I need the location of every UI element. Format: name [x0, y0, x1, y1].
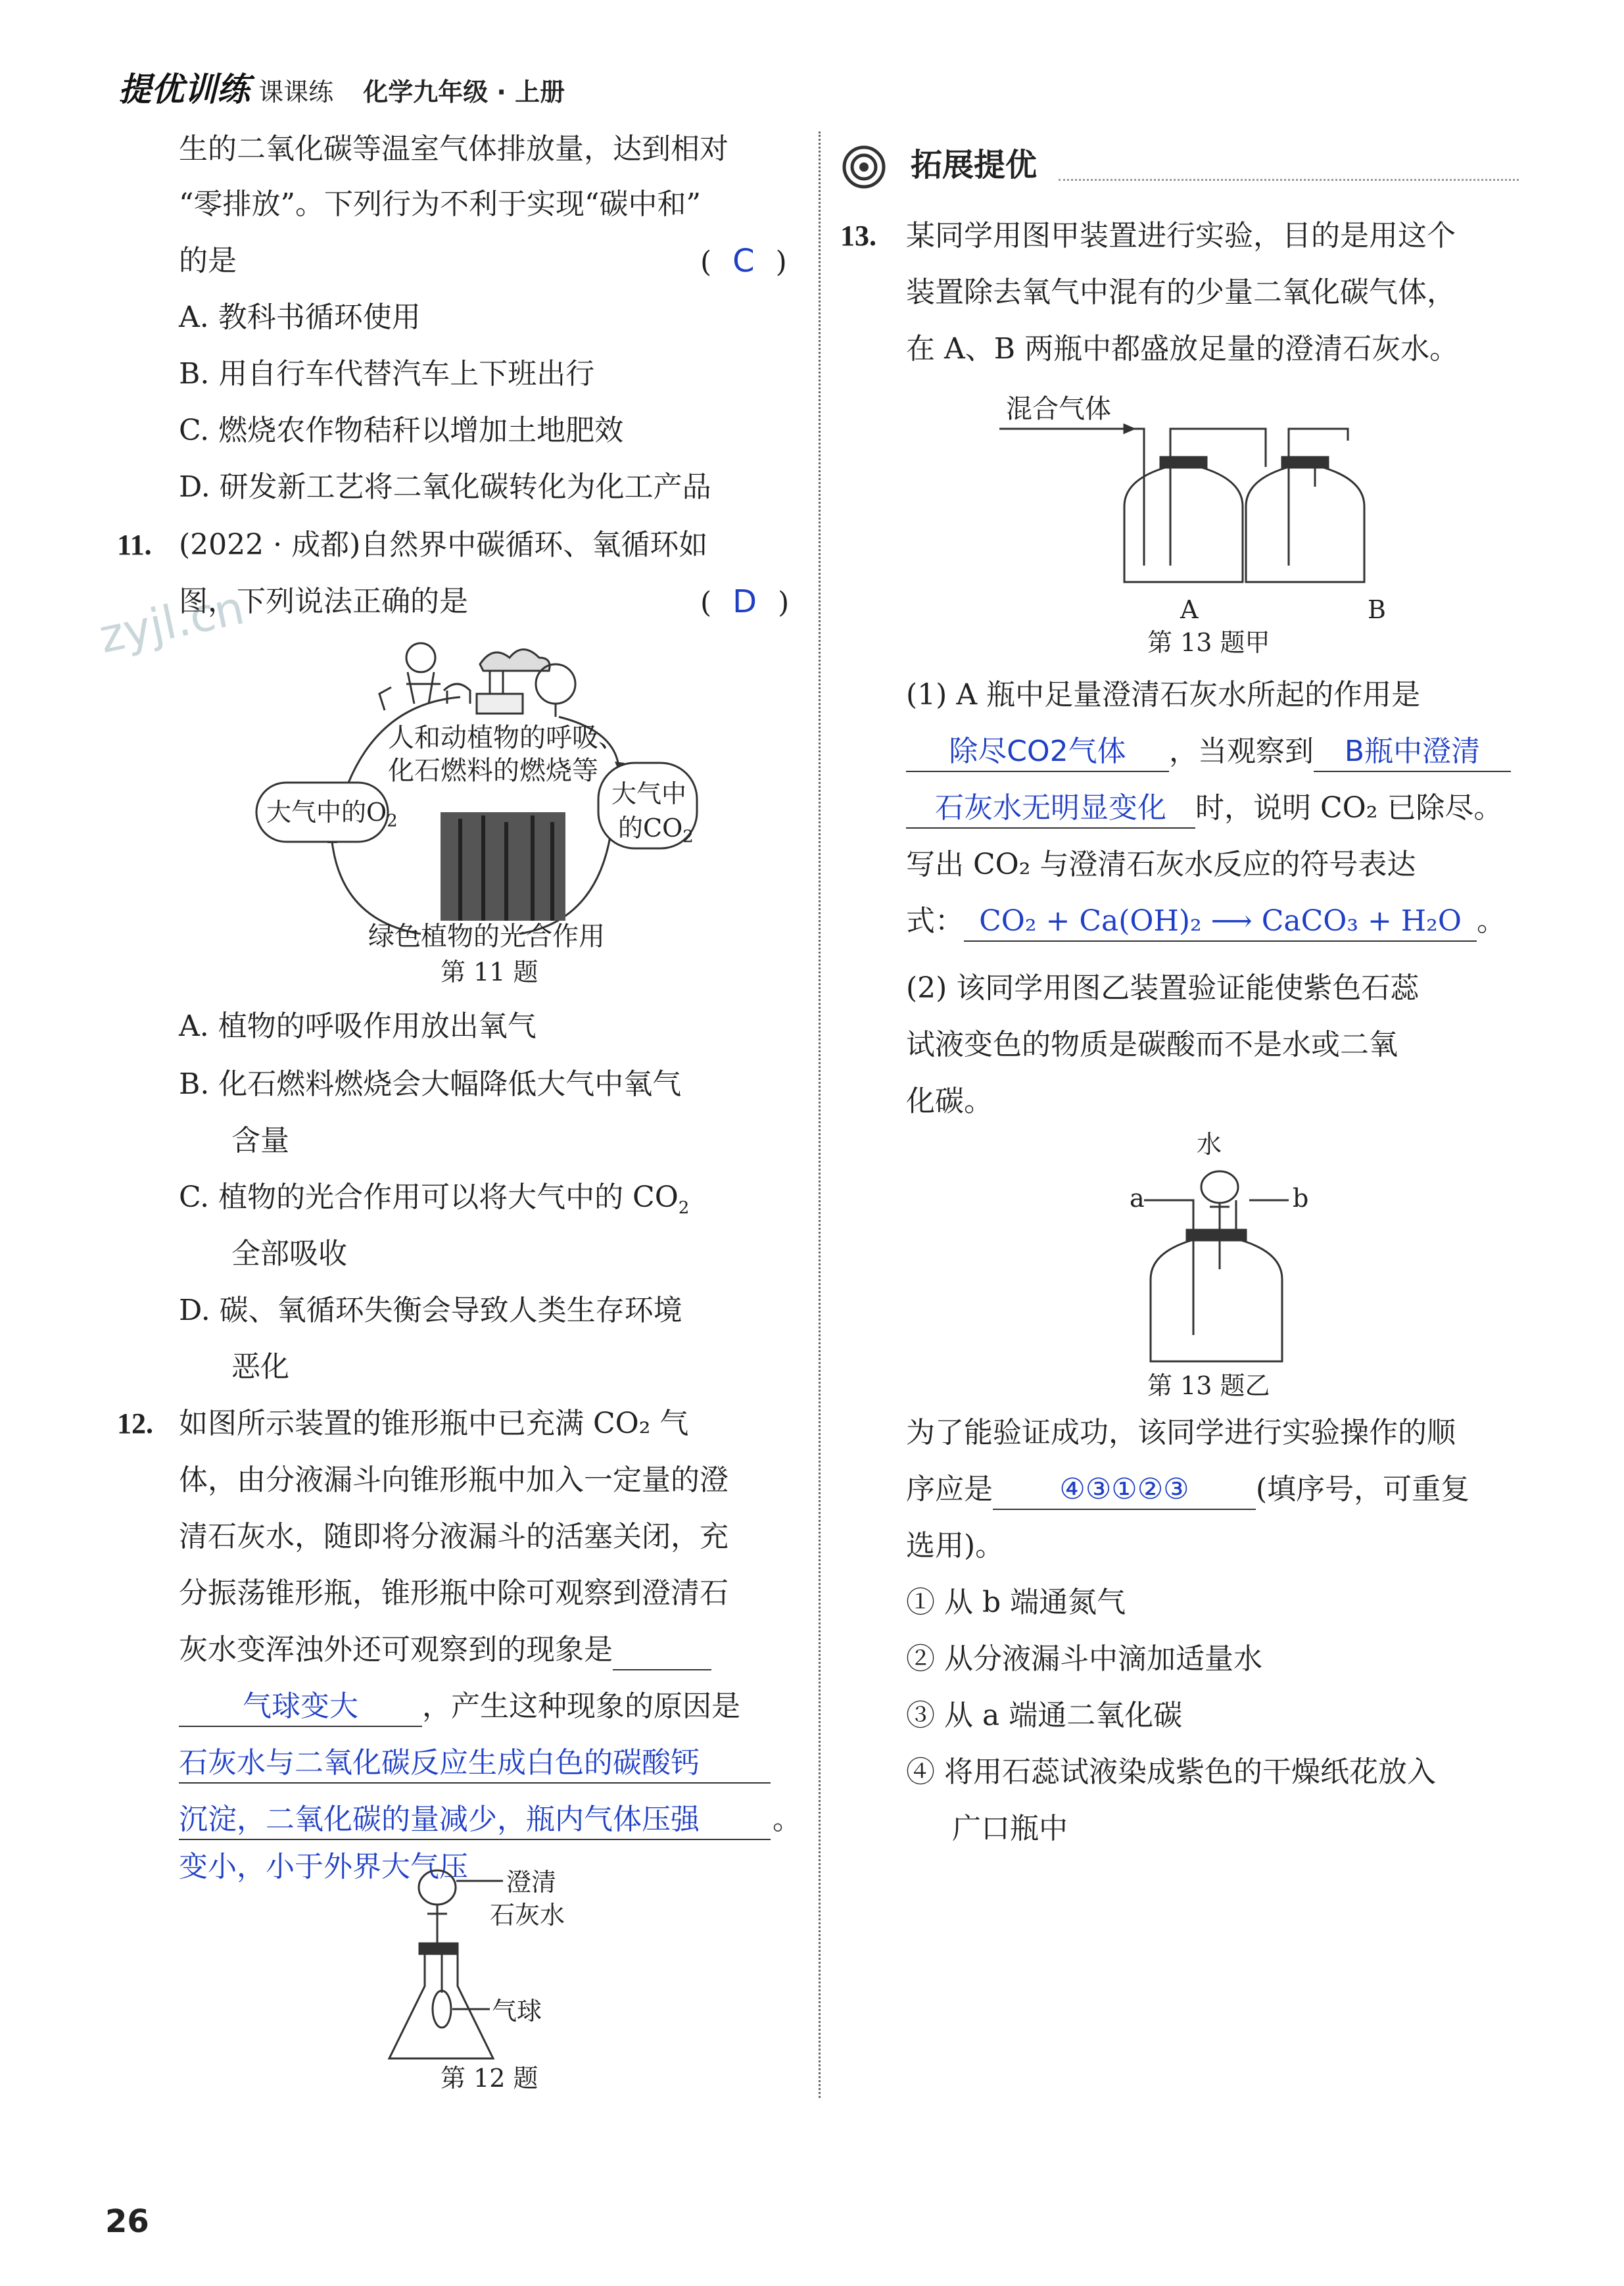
life-factory-illustration [379, 643, 575, 717]
target-icon [840, 143, 888, 191]
q11-option-b: B. 化石燃料燃烧会大幅降低大气中氧气 [179, 1067, 682, 1101]
q13-p1-line-3: 石灰水无明显变化 时，说明 CO₂ 已除尽。 [906, 789, 1502, 829]
fig13b-label-water: 水 [1197, 1130, 1222, 1159]
fig11-right-box-text-2: 的$CO_2$ [618, 814, 694, 847]
q13-p3-line-2: 序应是 ④③①②③ (填序号，可重复 [906, 1471, 1469, 1510]
q13-answer-1c: 石灰水无明显变化 [906, 789, 1195, 829]
q11-answer: ( D ) [700, 583, 790, 620]
q11-number: 11. [117, 529, 152, 561]
q12-line-1: 如图所示装置的锥形瓶中已充满 CO₂ 气 [179, 1407, 689, 1440]
q13-step-4-cont: 广口瓶中 [952, 1812, 1068, 1845]
q12-line-4: 分振荡锥形瓶，锥形瓶中除可观察到澄清石 [179, 1576, 728, 1610]
q11-option-a: A. 植物的呼吸作用放出氧气 [179, 1009, 537, 1043]
fig13b-label-a: a [1130, 1184, 1145, 1213]
fig12-caption: 第 12 题 [441, 2064, 538, 2093]
q13-number: 13. [840, 220, 876, 252]
bottle-stopper [1187, 1230, 1246, 1240]
bottle-a [1124, 468, 1243, 582]
q13-p1-line-2: 除尽CO2气体 ，当观察到 B瓶中澄清 [906, 733, 1511, 772]
q10-option-a: A. 教科书循环使用 [179, 301, 421, 334]
fig11-right-box-text-1: 大气中 [611, 779, 687, 808]
header [118, 63, 565, 110]
q10-answer-letter: C [732, 243, 755, 280]
wash-bottles-figure [993, 414, 1466, 638]
q11-answer-letter: D [732, 583, 757, 620]
q11-option-d-cont: 恶化 [231, 1350, 289, 1384]
q13-p1-line-1: (1) A 瓶中足量澄清石灰水所起的作用是 [906, 678, 1421, 712]
section-underline [1059, 179, 1519, 181]
q13-step-2: ② 从分液漏斗中滴加适量水 [906, 1642, 1262, 1676]
q12-answer-2-line-3: 变小，小于外界大气压 [179, 1850, 468, 1884]
q11-option-d: D. 碳、氧循环失衡会导致人类生存环境 [179, 1294, 682, 1327]
q11-option-c: C. 植物的光合作用可以将大气中的 $CO_2$ [179, 1180, 690, 1218]
q13-line-1: 某同学用图甲装置进行实验，目的是用这个 [906, 219, 1456, 253]
fig11-left-box-text: 大气中的$O_2$ [266, 798, 398, 831]
q12-answer-2-line-2: 沉淀，二氧化碳的量减少，瓶内气体压强 [179, 1801, 771, 1840]
fig11-top-text-1: 人和动植物的呼吸、 [388, 723, 625, 753]
q10-line-3: 的是 [179, 244, 237, 278]
q12-number: 12. [117, 1407, 153, 1440]
bottle-b [1246, 468, 1364, 582]
q13-step-1: ① 从 b 端通氮气 [906, 1586, 1126, 1619]
q10-line-1: 生的二氧化碳等温室气体排放量，达到相对 [179, 132, 728, 166]
drip-funnel [1201, 1171, 1238, 1203]
q13-p2-line-3: 化碳。 [906, 1084, 993, 1118]
q13-answer-1a: 除尽CO2气体 [906, 733, 1169, 772]
section-title: 拓展提优 [911, 147, 1038, 183]
litmus-bottle-figure [1118, 1164, 1315, 1374]
q13-step-3: ③ 从 a 端通二氧化碳 [906, 1699, 1183, 1732]
q10-answer: ( C ) [700, 243, 787, 280]
q11-option-b-cont: 含量 [231, 1124, 289, 1157]
fig13a-inlet-label: 混合气体 [1006, 394, 1111, 424]
q13-line-3: 在 A、B 两瓶中都盛放足量的澄清石灰水。 [906, 332, 1459, 366]
q12-line-2: 体，由分液漏斗向锥形瓶中加入一定量的澄 [179, 1463, 728, 1497]
q10-option-d: D. 研发新工艺将二氧化碳转化为化工产品 [179, 470, 711, 504]
q12-answer-2-line-1: 石灰水与二氧化碳反应生成白色的碳酸钙 [179, 1744, 771, 1784]
column-divider [819, 132, 821, 2098]
q12-end-mark: 。 [773, 1803, 801, 1836]
q10-line-2: “零排放”。下列行为不利于实现“碳中和” [179, 187, 701, 221]
watermark: zyjl.cn [94, 580, 249, 664]
q11-line-2: 图，下列说法正确的是 [179, 585, 468, 618]
flask-stopper [419, 1943, 458, 1954]
fig12-label-limewater-1: 澄清 [506, 1868, 557, 1897]
q13-answer-order: ④③①②③ [993, 1471, 1256, 1510]
q13-p1-line-4: 写出 CO₂ 与澄清石灰水反应的符号表达 [906, 848, 1416, 881]
wide-mouth-bottle [1151, 1240, 1282, 1361]
fig13a-label-a: A [1180, 595, 1199, 624]
q10-option-c: C. 燃烧农作物秸秆以增加土地肥效 [179, 414, 624, 447]
q12-line-6: 气球变大 ，产生这种现象的原因是 [179, 1688, 740, 1727]
q13-p2-line-2: 试液变色的物质是碳酸而不是水或二氧 [906, 1028, 1398, 1061]
q12-line-5: 灰水变浑浊外还可观察到的现象是 [179, 1631, 711, 1670]
fig13a-caption: 第 13 题甲 [1147, 628, 1270, 657]
q13-answer-1b: B瓶中澄清 [1314, 733, 1511, 772]
bottle-a-stopper [1160, 457, 1206, 468]
fig12-label-limewater-2: 石灰水 [490, 1901, 565, 1930]
fig12-label-balloon: 气球 [492, 1997, 542, 2026]
q12-line-3: 清石灰水，随即将分液漏斗的活塞关闭，充 [179, 1520, 728, 1553]
subject-name: 化学九年级 · 上册 [363, 78, 565, 107]
series-name: 课课练 [258, 78, 334, 107]
q11-line-1: (2022 · 成都)自然界中碳循环、氧循环如 [179, 528, 708, 562]
q10-option-b: B. 用自行车代替汽车上下班出行 [179, 357, 595, 391]
cycle-arrow-bottom-left [332, 842, 421, 934]
q13-p3-line-3: 选用)。 [906, 1529, 1005, 1563]
fig11-bottom-text: 绿色植物的光合作用 [368, 921, 605, 952]
q13-step-4: ④ 将用石蕊试液染成紫色的干燥纸花放入 [906, 1755, 1436, 1789]
q12-answer-1: 气球变大 [179, 1688, 422, 1727]
fig13b-label-b: b [1293, 1184, 1309, 1213]
separatory-funnel [419, 1870, 456, 1905]
fig11-top-text-2: 化石燃料的燃烧等 [388, 756, 598, 786]
balloon [433, 1991, 451, 2028]
page-number: 26 [105, 2203, 149, 2240]
q13-p1-line-5: 式： CO₂ + Ca(OH)₂ ⟶ CaCO₃ + H₂O 。 [906, 902, 1506, 942]
brand-logo: 提优训练 [118, 70, 250, 109]
q13-p2-line-1: (2) 该同学用图乙装置验证能使紫色石蕊 [906, 971, 1420, 1005]
q13-line-2: 装置除去氧气中混有的少量二氧化碳气体， [906, 276, 1456, 309]
q13-p3-line-1: 为了能验证成功，该同学进行实验操作的顺 [906, 1416, 1456, 1449]
fig11-caption: 第 11 题 [441, 958, 538, 986]
fig13a-label-b: B [1368, 595, 1386, 624]
q11-option-c-cont: 全部吸收 [231, 1237, 347, 1271]
bottle-b-stopper [1282, 457, 1328, 468]
q13-equation-answer: CO₂ + Ca(OH)₂ ⟶ CaCO₃ + H₂O [964, 902, 1477, 942]
fig13b-caption: 第 13 题乙 [1147, 1371, 1270, 1400]
